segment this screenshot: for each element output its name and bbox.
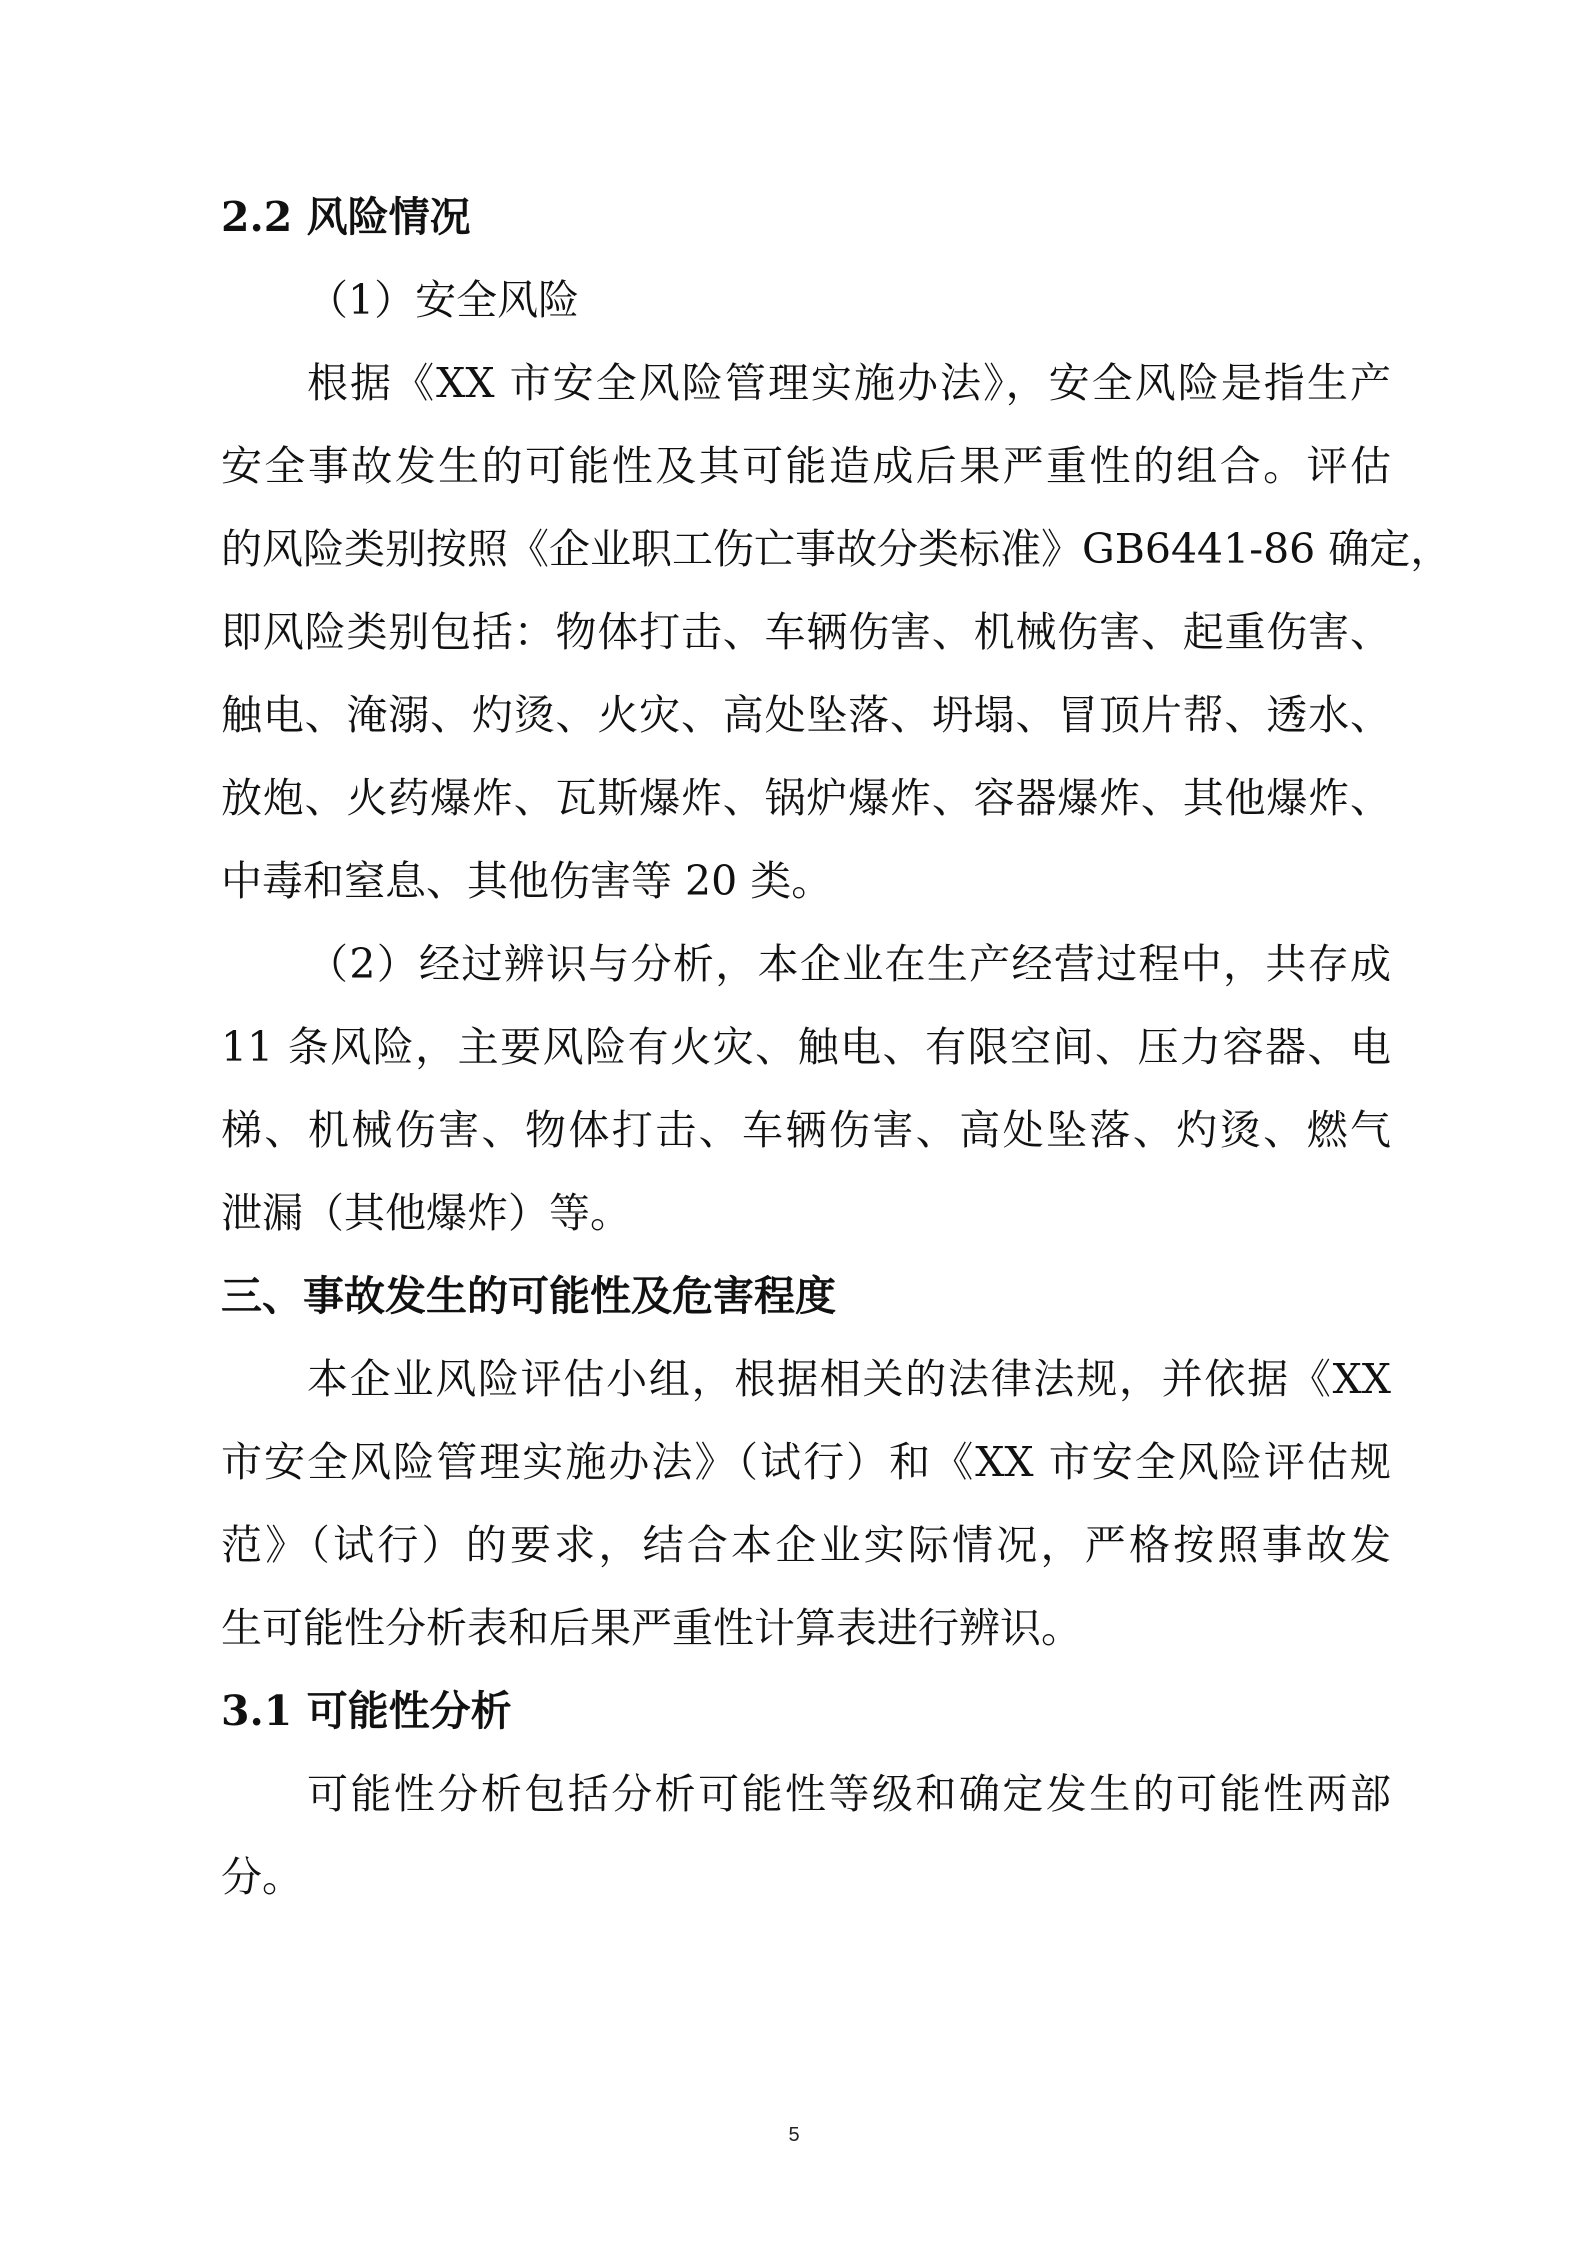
paragraph-line: 本企业风险评估小组，根据相关的法律法规，并依据《XX bbox=[307, 1355, 1391, 1403]
paragraph-line: 分。 bbox=[221, 1853, 303, 1901]
paragraph-line: 梯、机械伤害、物体打击、车辆伤害、高处坠落、灼烫、燃气 bbox=[221, 1106, 1391, 1154]
paragraph-line: 即风险类别包括：物体打击、车辆伤害、机械伤害、起重伤害、 bbox=[221, 608, 1391, 656]
paragraph-line: 可能性分析包括分析可能性等级和确定发生的可能性两部 bbox=[307, 1770, 1391, 1818]
section-heading-3: 三、事故发生的可能性及危害程度 bbox=[221, 1272, 836, 1320]
paragraph-line: 放炮、火药爆炸、瓦斯爆炸、锅炉爆炸、容器爆炸、其他爆炸、 bbox=[221, 774, 1391, 822]
subheading-safety-risk: （1）安全风险 bbox=[307, 276, 580, 324]
paragraph-line: 生可能性分析表和后果严重性计算表进行辨识。 bbox=[221, 1604, 1082, 1652]
paragraph-line: 中毒和窒息、其他伤害等 20 类。 bbox=[221, 857, 833, 905]
section-heading-2-2: 2.2 风险情况 bbox=[221, 193, 471, 241]
paragraph-line: 市安全风险管理实施办法》（试行）和《XX 市安全风险评估规 bbox=[221, 1438, 1391, 1486]
page-number: 5 bbox=[788, 2124, 800, 2146]
section-heading-3-1: 3.1 可能性分析 bbox=[221, 1687, 512, 1735]
paragraph-line: 泄漏（其他爆炸）等。 bbox=[221, 1189, 631, 1237]
paragraph-line: （2）经过辨识与分析，本企业在生产经营过程中，共存成 bbox=[307, 940, 1391, 988]
paragraph-line: 安全事故发生的可能性及其可能造成后果严重性的组合。评估 bbox=[221, 442, 1391, 490]
paragraph-line: 的风险类别按照《企业职工伤亡事故分类标准》GB6441-86 确定， bbox=[221, 525, 1452, 573]
paragraph-line: 11 条风险，主要风险有火灾、触电、有限空间、压力容器、电 bbox=[221, 1023, 1391, 1071]
paragraph-line: 根据《XX 市安全风险管理实施办法》，安全风险是指生产 bbox=[307, 359, 1391, 407]
paragraph-line: 范》（试行）的要求，结合本企业实际情况，严格按照事故发 bbox=[221, 1521, 1391, 1569]
document-body bbox=[221, 176, 1452, 1919]
paragraph-line: 触电、淹溺、灼烫、火灾、高处坠落、坍塌、冒顶片帮、透水、 bbox=[221, 691, 1391, 739]
